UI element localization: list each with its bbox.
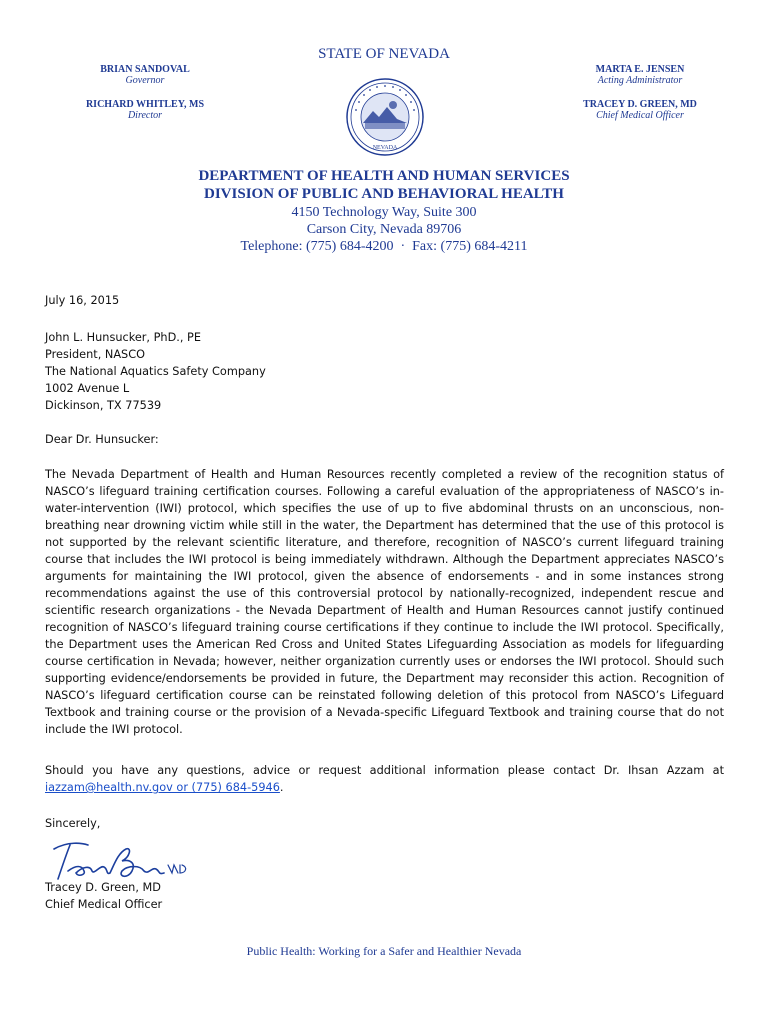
address-line-1: 4150 Technology Way, Suite 300 xyxy=(291,205,477,220)
letter-date: July 16, 2015 xyxy=(45,294,120,307)
signer-name: Tracey D. Green, MD xyxy=(45,881,161,894)
contact-end: . xyxy=(279,781,284,794)
phone-fax: Telephone: (775) 684-4200 · Fax: (775) 684-4211 xyxy=(240,239,528,254)
official-name: MARTA E. JENSEN xyxy=(595,64,685,75)
signer-block xyxy=(45,879,724,913)
official-name: RICHARD WHITLEY, MS xyxy=(85,99,205,110)
official-administrator xyxy=(560,64,720,86)
division-name: DIVISION OF PUBLIC AND BEHAVIORAL HEALTH xyxy=(204,186,564,202)
recipient-line: John L. Hunsucker, PhD., PE xyxy=(45,331,202,344)
paragraph-1 xyxy=(45,466,724,738)
recipient-line: 1002 Avenue L xyxy=(45,382,130,395)
recipient-line: The National Aquatics Safety Company xyxy=(45,365,266,378)
official-cmo xyxy=(560,99,720,121)
official-title: Chief Medical Officer xyxy=(596,110,684,122)
signer-title: Chief Medical Officer xyxy=(45,898,163,911)
official-director xyxy=(60,99,230,121)
state-title: STATE OF NEVADA xyxy=(318,46,450,62)
closing: Sincerely, xyxy=(45,817,101,830)
paragraph-1-text: The Nevada Department of Health and Human Resources recently completed a review of the recognition status of NASCO’s lifeguard training certification courses. Following a careful evaluation of the appropriateness of NASCO’s in-water-intervention (IWI) protocol, which specifies the use of up to five abdominal thrusts on an unconscious, non-breathing near drowning victim while still in the water, the Department has determined that the use of this protocol is not supported by the relevant scientific literature, and therefore, recognition of NASCO’s current lifeguard training course that includes the IWI protocol is being immediately withdrawn. Although the Department appreciates NASCO’s arguments for maintaining the IWI protocol, given the absence of endorsements - and in some instances strong recommendations against the use of this controversial protocol by nationally-recognized, independent rescue and scientific research organizations - the Nevada Department of Health and Human Resources cannot justify continued recognition of NASCO’s lifeguard training course certifications if they continue to include the IWI protocol. Specifically, the Department uses the American Red Cross and United States Lifeguarding Association as models for lifeguarding course certification in Nevada; however, neither organization currently uses or endorses the IWI protocol. Should such supporting evidence/endorsements be provided in future, the Department may reconsider this action. Recognition of NASCO’s lifeguard certification course can be reinstated following deletion of this protocol from NASCO’s Lifeguard Textbook and training course or the provision of a Nevada-specific Lifeguard Textbook and training course that do not include the IWI protocol. xyxy=(45,468,724,736)
official-name: BRIAN SANDOVAL xyxy=(100,64,190,75)
paragraph-2 xyxy=(45,762,724,796)
recipient-line: President, NASCO xyxy=(45,348,146,361)
department-name: DEPARTMENT OF HEALTH AND HUMAN SERVICES xyxy=(198,168,570,184)
recipient-line: Dickinson, TX 77539 xyxy=(45,399,162,412)
footer-tagline: Public Health: Working for a Safer and Healthier Nevada xyxy=(246,944,522,958)
official-governor xyxy=(60,64,230,86)
address-line-2: Carson City, Nevada 89706 xyxy=(306,222,462,237)
official-title: Acting Administrator xyxy=(597,75,683,87)
contact-link[interactable]: iazzam@health.nv.gov or (775) 684-5946 xyxy=(45,781,280,794)
state-seal-icon xyxy=(345,77,425,157)
recipient-block xyxy=(45,329,724,414)
seal-label: NEVADA xyxy=(372,145,398,151)
official-title: Governor xyxy=(125,75,165,87)
signature-image xyxy=(48,835,198,883)
official-name: TRACEY D. GREEN, MD xyxy=(583,99,697,110)
salutation: Dear Dr. Hunsucker: xyxy=(45,433,159,446)
paragraph-2-text: Should you have any questions, advice or request additional information please contact Dr. Ihsan Azzam at xyxy=(45,764,724,777)
official-title: Director xyxy=(127,110,163,122)
